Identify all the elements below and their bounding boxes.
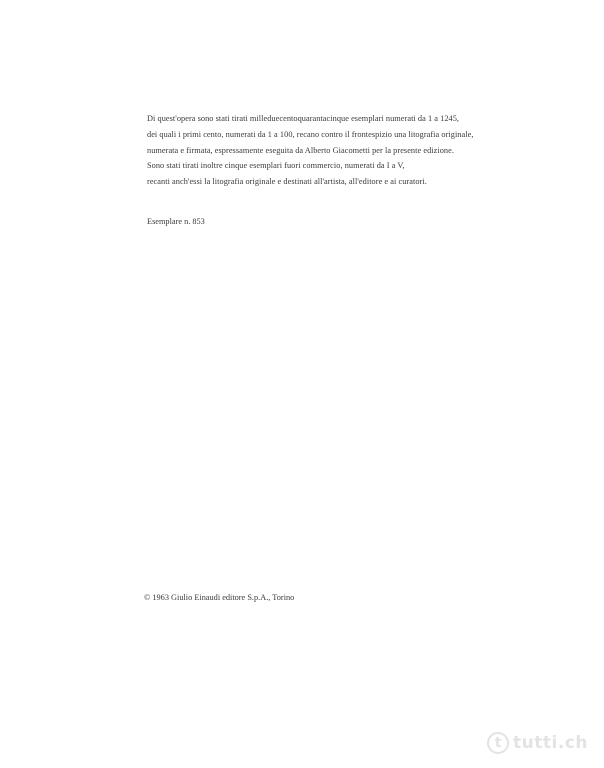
copyright-notice: © 1963 Giulio Einaudi editore S.p.A., Torino: [144, 593, 295, 602]
colophon-line: Di quest'opera sono stati tirati milleduecentoquarantacinque esemplari numerati da 1 a 1245,: [147, 114, 460, 123]
watermark-logo: [487, 732, 588, 754]
watermark-badge-icon: t: [487, 732, 509, 754]
colophon-line: Sono stati tirati inoltre cinque esemplari fuori commercio, numerati da I a V,: [147, 161, 405, 171]
colophon-line: dei quali i primi cento, numerati da 1 a 100, recano contro il frontespizio una litografia originale,: [147, 129, 474, 139]
watermark-text: tutti.ch: [513, 733, 588, 753]
colophon-line: numerata e firmata, espressamente eseguita da Alberto Giacometti per la presente edizione.: [147, 145, 454, 155]
copy-number: Esemplare n. 853: [147, 217, 205, 226]
colophon-line: recanti anch'essi la litografia originale e destinati all'artista, all'editore e ai curatori.: [147, 177, 427, 187]
colophon-text: [147, 111, 577, 190]
